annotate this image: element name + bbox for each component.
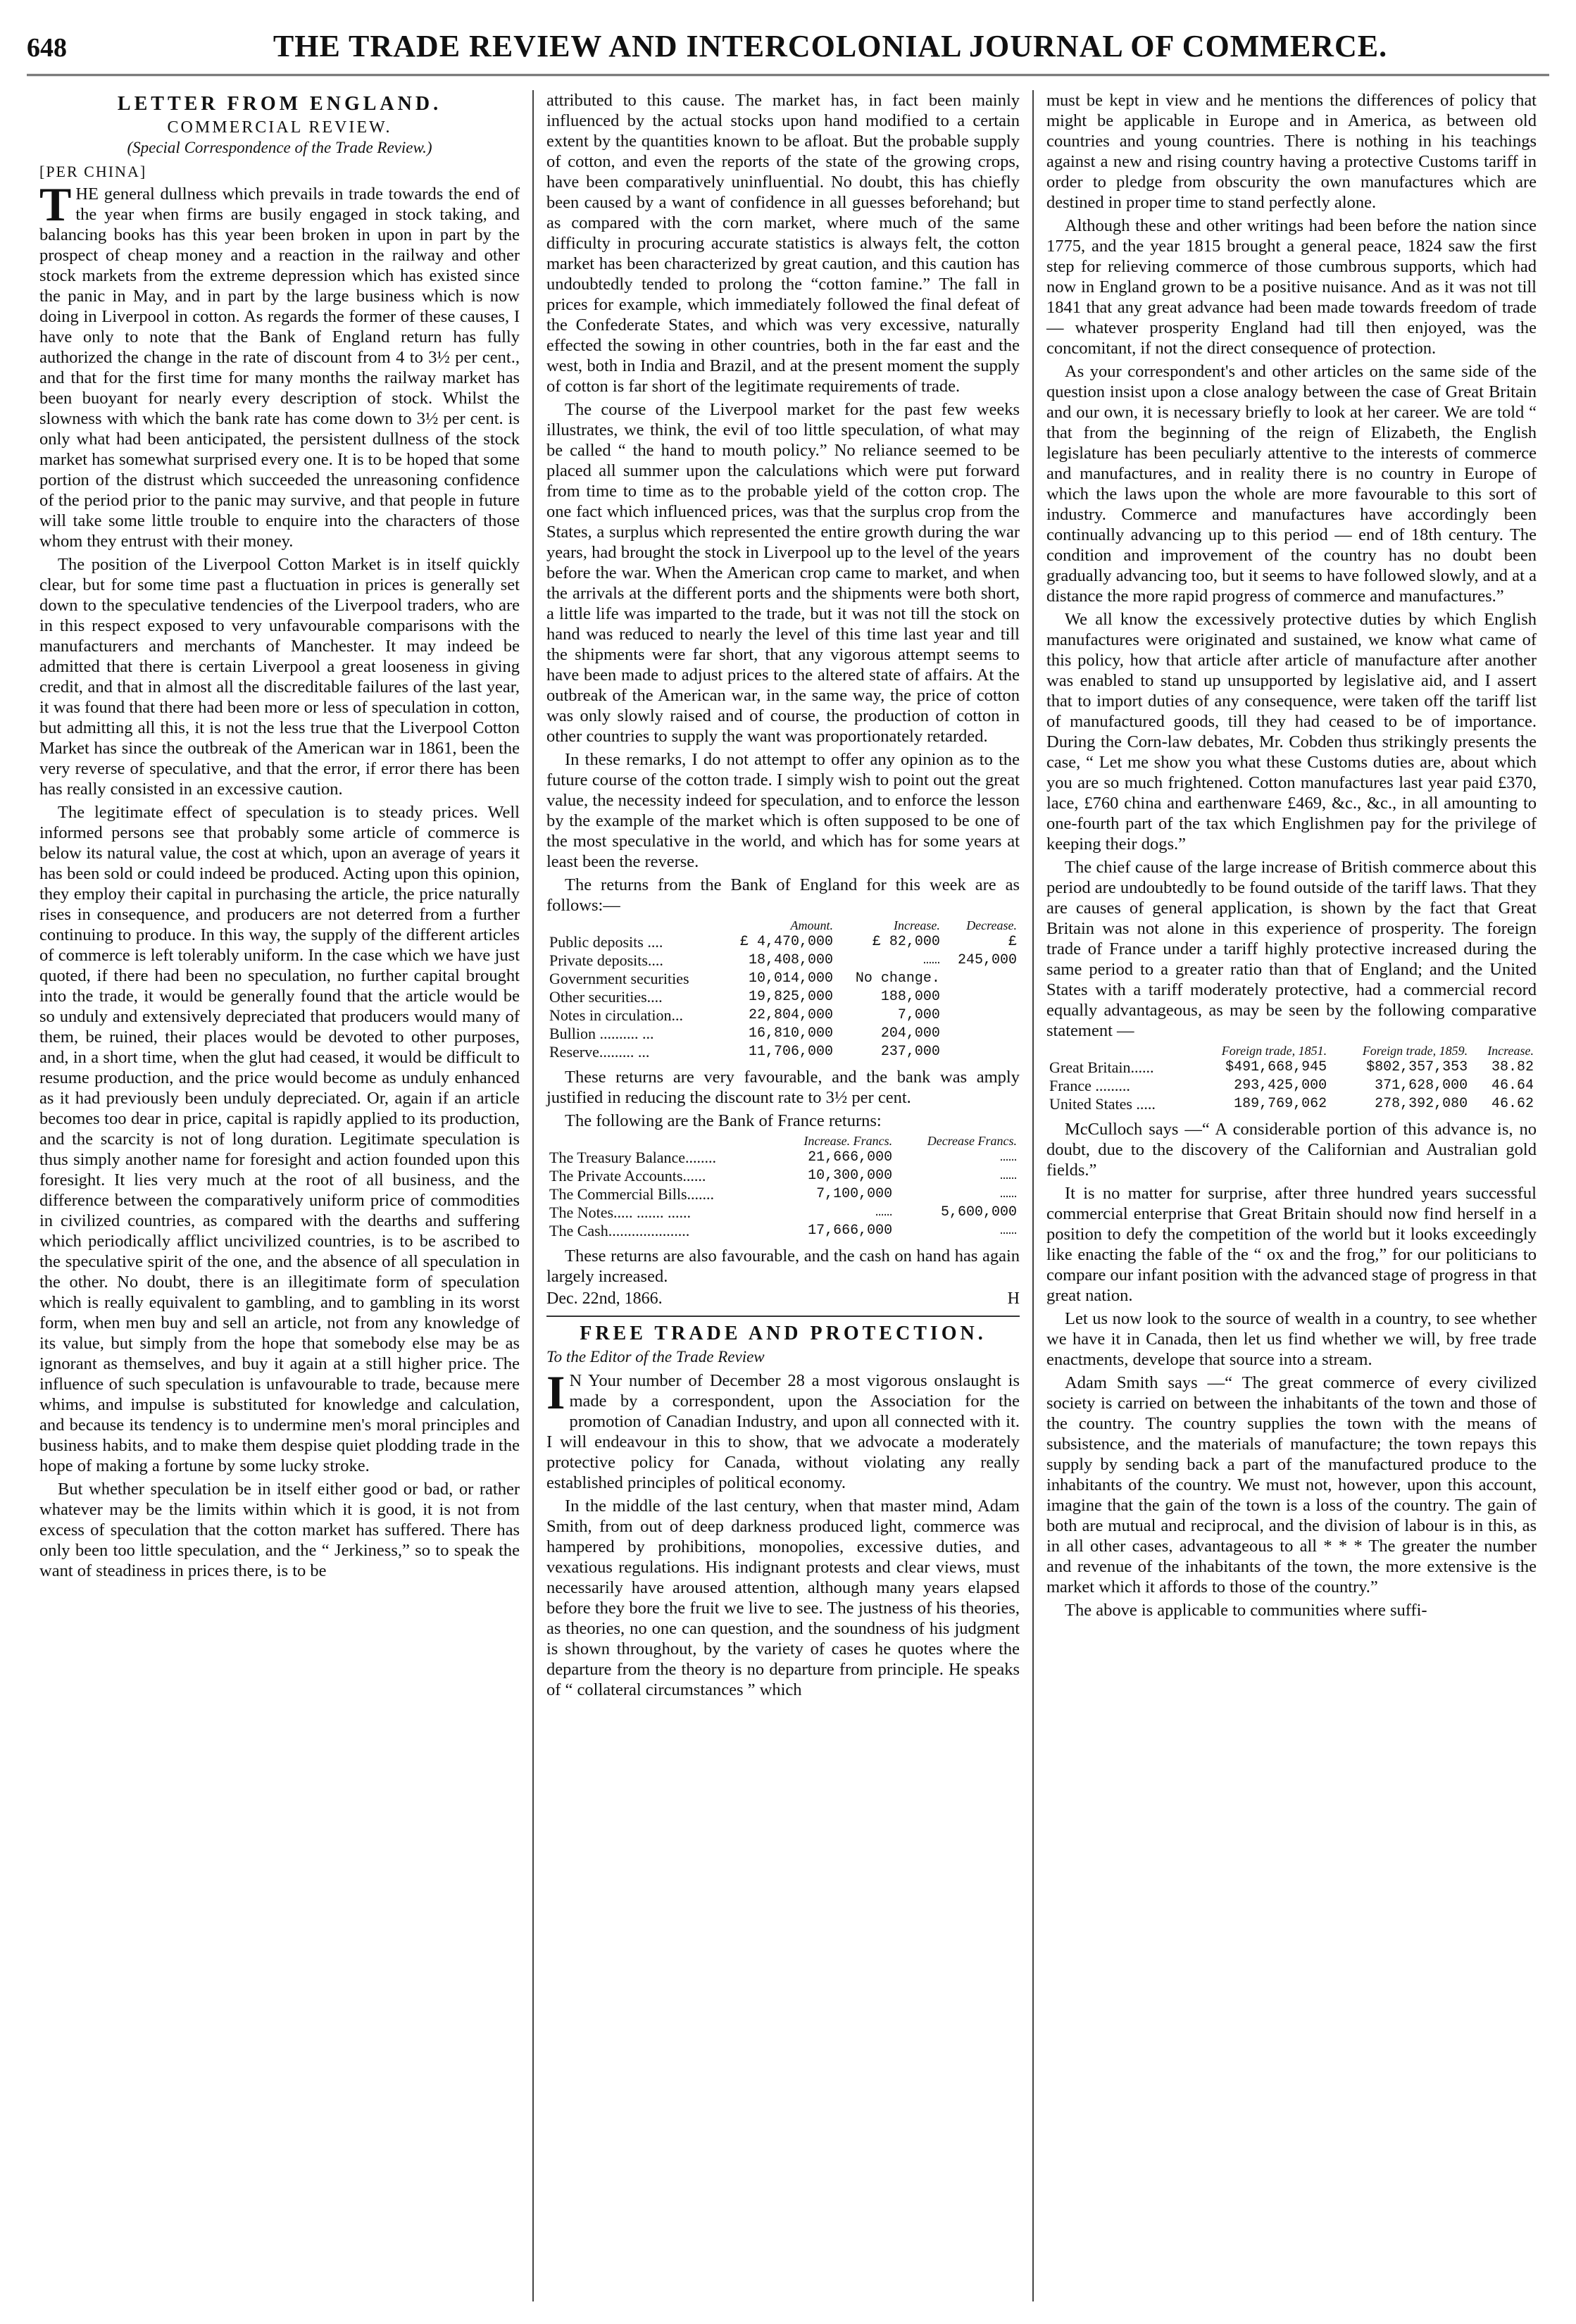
column-header: Foreign trade, 1851. <box>1221 1044 1327 1058</box>
paragraph: As your correspondent's and other articles on the same side of the question insist upon a close analogy between the case of Great Britain and our own, it is necessary briefly to look at her career. We are told “ that from the beginning of the reign of Elizabeth, the English legislature has been peculiarly attentive to the interests of commerce and manufactures, and in reality there is no country in Europe of which the laws upon the whole are more favourable to this sort of industry. Commerce and manufactures have accordingly been continually advancing up to this period — end of 18th century. The condition and improvement of the country has no doubt been gradually advancing too, but it seems to have followed slowly, and at a distance the more rapid progress of commerce and manufactures.” <box>1046 362 1537 606</box>
amount-cell: 19,825,000 <box>749 989 834 1005</box>
amount-cell: £ 4,470,000 <box>740 934 834 950</box>
decrease-cell: 5,600,000 <box>940 1204 1017 1220</box>
table-row <box>546 1222 1020 1240</box>
value-cell: 293,425,000 <box>1234 1077 1327 1094</box>
decrease-cell: …… <box>999 1223 1017 1239</box>
table-row <box>546 1204 1020 1222</box>
value-cell: 371,628,000 <box>1375 1077 1468 1094</box>
table-row <box>546 1043 1020 1061</box>
increase-cell: 204,000 <box>880 1025 940 1042</box>
row-label: Private deposits.... <box>549 951 663 969</box>
paragraph: The legitimate effect of speculation is to steady prices. Well informed persons see that probably some article of commerce is below its natural value, the cost at which, upon an average of years it has been sold or could indeed be produced. Acting upon this opinion, they employ their capital in purchasing the article, the price naturally rises in consequence, and producers are not deterred from a further continuing to produce. In this way, the supply of the different articles of commerce is left tolerably uniform. In the case which we have just quoted, if there had been no speculation, no further capital brought into the trade, it would be generally found that the article would be so unduly and extensively depreciated that producers would many of them, be ruined, their places would be devoted to other purposes, and, in a short time, when the glut had ceased, it would be difficult to resume production, and the price would become as unduly enhanced as it had previously been unduly depreciated. Or, again if an article becomes too dear in price, capital is rapidly applied to its production, and the scarcity is not of long duration. Legitimate speculation is thus simply another name for foresight and action founded upon this foresight. It lies very much at the root of all business, and the difference between the comparatively uniform price of commodities in civilized countries, as compared with the dearths and suffering which periodically afflict uncivilized countries, is to be ascribed to the speculative spirit of the one, and the absence of all speculation in the other. No doubt, there is an illegitimate form of speculation which is really equivalent to gambling, and to gambling in its worst form, when men buy and sell an article, not from any knowledge of its value, but simply from the hope that somebody else may be as ignorant as themselves, and buy it again at a still higher price. The influence of such speculation is unfavourable to trade, because mere whims, and impulse is substituted for knowledge and calculation, and because its tendency is to undermine men's moral principles and business habits, and to make them despise quiet plodding trade in the hope of making a fortune by some lucky stroke. <box>39 803 520 1475</box>
amount-cell: 16,810,000 <box>749 1025 834 1042</box>
row-label: Other securities.... <box>549 988 663 1006</box>
table-row <box>546 1167 1020 1185</box>
paragraph: In the middle of the last century, when that master mind, Adam Smith, from out of deep darkness produced light, commerce was hampered by prohibitions, monopolies, excessive duties, and vexatious regulations. His indignant protests and clear views, must necessarily have aroused attention, although many years elapsed before they bore the fruit we live to see. The justness of his theories, as theories, no one can question, and the soundness of his judgment is shown throughout, by the variety of cases he quotes where the departure from the theory is no departure from principle. He speaks of “ collateral circumstances ” which <box>546 1497 1020 1699</box>
paragraph: McCulloch says —“ A considerable portion of this advance is, no doubt, due to the discovery of the Californian and Australian gold fields.” <box>1046 1120 1537 1180</box>
paragraph: It is no matter for surprise, after three hundred years successful commercial enterprise that Great Britain should now find herself in a position to defy the competition of the world but it looks exceedingly like enacting the fable of the “ ox and the frog,” for our politicians to compare our infant position with the advanced stage of progress in that great nation. <box>1046 1184 1537 1305</box>
decrease-cell: …… <box>999 1149 1017 1166</box>
article-heading-free-trade: FREE TRADE AND PROTECTION. <box>580 1323 987 1344</box>
increase-cell: …… <box>923 952 940 968</box>
table-row <box>546 1149 1020 1167</box>
value-cell: 46.64 <box>1491 1077 1534 1094</box>
increase-cell: 7,100,000 <box>816 1186 893 1202</box>
increase-cell: 7,000 <box>897 1007 940 1023</box>
column-3 <box>1034 90 1549 2301</box>
amount-cell: 11,706,000 <box>749 1044 834 1060</box>
row-label: The Private Accounts...... <box>549 1167 706 1185</box>
paragraph: THE general dullness which prevails in trade towards the end of the year when firms are busily engaged in stock taking, and balancing books has this year been broken in upon in part by the prospect of cheap money and a reaction in the railway and other stock markets from the extreme depression which has existed since the panic in May, and in part by the large business which is now doing in Liverpool in cotton. As regards the former of these causes, I have only to note that the Bank of England return has fully authorized the change in the rate of discount from 4 to 3½ per cent., and that for the first time for many months the railway market has been buoyant for nearly every description of stock. Whilst the slowness with which the bank rate has come down to 3½ per cent. is only what had been anticipated, the persistent dullness of the stock market has somewhat surprised every one. It is to be hoped that some portion of the distrust which succeeded the unreasoning confidence of the period prior to the panic may survive, and that people in future will take some little trouble to enquire into the characters of those whom they entrust with their money. <box>39 177 520 551</box>
row-label: Great Britain...... <box>1049 1058 1154 1076</box>
paragraph: These returns are very favourable, and the bank was amply justified in reducing the discount rate to 3½ per cent. <box>546 1068 1020 1107</box>
paragraph-text: N Your number of December 28 a most vigorous onslaught is made by a correspondent, upon the Association for the promotion of Canadian Industry, and upon all connected with it. I will endeavour in this to show, that we advocate a moderately protective policy for Canada, without violating any really established principles of political economy. <box>546 1371 1020 1492</box>
letter-date: Dec. 22nd, 1866. <box>546 1289 663 1308</box>
value-cell: $491,668,945 <box>1225 1059 1327 1075</box>
row-label: Notes in circulation... <box>549 1006 684 1024</box>
paragraph: The above is applicable to communities where suffi- <box>1065 1601 1427 1620</box>
table-row <box>546 1006 1020 1025</box>
column-header: Amount. <box>790 918 834 932</box>
column-header: Decrease Francs. <box>927 1134 1017 1148</box>
value-cell: 46.62 <box>1491 1096 1534 1112</box>
table-row <box>546 933 1020 951</box>
column-header: Increase. <box>1487 1044 1534 1058</box>
paragraph: Adam Smith says —“ The great commerce of every civilized society is carried on between the inhabitants of the town and those of the country. The country supplies the town with the means of subsistence, and the materials of manufacture; the town repays this supply by sending back a part of the manufactured produce to the inhabitants of the country. We must not, however, upon this account, imagine that the gain of the town is a loss of the country. The gain of both are mutual and reciprocal, and the division of labour is in this, as in all other cases, advantageous to all * * * The greater the number and revenue of the inhabitants of the town, the more extensive is the market which it affords to those of the country.” <box>1046 1373 1537 1597</box>
row-label: The Cash..................... <box>549 1222 690 1239</box>
value-cell: 38.82 <box>1491 1059 1534 1075</box>
paragraph: We all know the excessively protective duties by which English manufactures were originated and sustained, we know what came of this policy, how that article after article of manufacture after another was enabled to stand up unsupported by legislative aid, and I assert that to import duties of any consequence, were taken off the tariff list of manufactured goods, till they had ceased to be of importance. During the Corn-law debates, Mr. Cobden thus strikingly presents the case, “ Let me show you what these Customs duties are, about which you are so much frightened. Cotton manufactures last year paid £370, lace, £760 china and earthenware £469, &c., &c., in all amounting to one-fourth part of the tax which Englishmen pay for the privilege of keeping their dogs.” <box>1046 610 1537 854</box>
increase-cell: 10,300,000 <box>808 1168 893 1184</box>
increase-cell: …… <box>875 1204 893 1220</box>
paragraph: Let us now look to the source of wealth in a country, to see whether we have it in Canada, then let us find whether we will, by free trade enactments, develope that source into a stream. <box>1046 1309 1537 1369</box>
amount-cell: 18,408,000 <box>749 952 834 968</box>
row-label: Reserve......... ... <box>549 1043 650 1061</box>
amount-cell: 10,014,000 <box>749 970 834 987</box>
decrease-cell <box>943 970 1020 988</box>
increase-cell: £ 82,000 <box>872 934 940 950</box>
table-row <box>546 988 1020 1006</box>
value-cell: $802,357,353 <box>1366 1059 1468 1075</box>
column-header: Increase. <box>894 918 940 932</box>
correspondent-initial: H <box>1007 1289 1020 1308</box>
paragraph: The position of the Liverpool Cotton Market is in itself quickly clear, but for some time past a fluctuation in prices is generally set down to the speculative tendencies of the Liverpool traders, who are in this respect exposed to very unfavourable comparisons with the manufacturers and merchants of Manchester. It may indeed be admitted that there is certain Liverpool a great looseness in giving credit, and that in almost all the discreditable failures of the last year, it was found that there had been more or less of speculation in cotton, but admitting all this, it is not the less true that the Liverpool Cotton Market has since the outbreak of the American war in 1861, been the very reverse of speculative, and that the error, if error there has been has really consisted in an excessive caution. <box>39 555 520 799</box>
paragraph: The chief cause of the large increase of British commerce about this period are undoubtedly to be found outside of the tariff laws. That they are causes of general application, is shown by the fact that Great Britain was not alone in this experience of prosperity. The foreign trade of France under a tariff highly protective increased during the same period to a greater ratio than that of England; and the United States with a tariff moderately protective, had a commercial record equally advantageous, as may be seen by the following comparative statement — <box>1046 858 1537 1040</box>
decrease-cell: 245,000 <box>957 952 1017 968</box>
table-row <box>1046 1077 1537 1095</box>
table-row <box>546 1025 1020 1043</box>
table-row <box>1046 1058 1537 1077</box>
increase-cell: 21,666,000 <box>808 1149 893 1166</box>
increase-cell: No change. <box>855 970 940 987</box>
section-divider <box>546 1316 1020 1317</box>
foreign-trade-table <box>1046 1044 1537 1113</box>
row-label: The Commercial Bills....... <box>549 1185 715 1203</box>
row-label: The Notes..... ....... ...... <box>549 1204 692 1221</box>
row-label: United States ..... <box>1049 1095 1156 1113</box>
row-label: France ......... <box>1049 1077 1130 1094</box>
paragraph: attributed to this cause. The market has, in fact been mainly influenced by the actual stocks upon hand modified to a certain extent by the quantities known to be afloat. But the probable supply of cotton, and even the reports of the state of the growing crops, have been comparatively uninfluential. No doubt, this has chiefly been caused by a want of confidence in all guesses beforehand; but as compared with the corn market, where much of the same difficulty in procuring accurate statistics is always felt, the cotton market has been characterized by great caution, and this caution has undoubtedly tended to prolong the “cotton famine.” The fall in prices for example, which immediately followed the final defeat of the Confederate States, and which was very excessive, naturally effected the sowing in other countries, both in the far east and the west, both in India and Brazil, and at the present moment the supply of cotton is far short of the legitimate requirements of trade. <box>546 91 1020 396</box>
increase-cell: 17,666,000 <box>808 1223 893 1239</box>
bank-of-england-table <box>546 918 1020 1061</box>
paragraph: The following are the Bank of France returns: <box>565 1111 882 1130</box>
decrease-cell <box>943 1043 1020 1061</box>
paragraph: The course of the Liverpool market for the past few weeks illustrates, we think, the evil of too little speculation, of what may be called “ the hand to mouth policy.” No reliance seemed to be placed all summer upon the calculations which were put forward from time to time as to the probable yield of the cotton crop. The one fact which influenced prices, was that the surplus crop from the States, a surplus which represented the entire growth during the war years, had brought the stock in Liverpool up to the level of the years before the war. When the American crop came to market, and when the arrivals at the different ports and the shipments were both short, a little life was imparted to the trade, but it was not till the stock on hand was reduced to nearly the level of this time last year and till the shipments were far short, that any vigorous attempt seems to have been made to adjust prices to the altered state of affairs. At the outbreak of the American war, in the same way, the price of cotton was only slowly raised and of course, the production of cotton in other countries to supply the want was proportionately retarded. <box>546 400 1020 746</box>
paragraph: Although these and other writings had been before the nation since 1775, and the year 1815 brought a general peace, 1824 saw the first step for relieving commerce of those cumbrous supports, which had now in England grown to be a positive nuisance. And as it was not till 1841 that any great advance had been made towards freedom of trade — whatever prosperity England had till then enjoyed, was the concomitant, if not the direct consequence of protection. <box>1046 216 1537 358</box>
table-row <box>546 1185 1020 1204</box>
publication-title: THE TRADE REVIEW AND INTERCOLONIAL JOURNAL OF COMMERCE. <box>273 29 1388 63</box>
column-header: Foreign trade, 1859. <box>1362 1044 1468 1058</box>
decrease-cell: £ <box>1008 934 1017 950</box>
column-header: Decrease. <box>966 918 1017 932</box>
row-label: Bullion .......... ... <box>549 1025 654 1042</box>
value-cell: 189,769,062 <box>1234 1096 1327 1112</box>
column-header: Increase. Francs. <box>803 1134 893 1148</box>
paragraph: must be kept in view and he mentions the differences of policy that might be applicable in Europe and in America, as between old countries and young countries. There is nothing in his teachings against a new and rising country having a protective Customs tariff in order to pledge from obscurity the own manufactures which are destined in proper time to stand perfectly alone. <box>1046 91 1537 212</box>
table-row <box>1046 1095 1537 1113</box>
columns <box>27 90 1549 2301</box>
drop-cap: I <box>546 1366 565 1419</box>
increase-cell: 237,000 <box>880 1044 940 1060</box>
article-heading-letter: LETTER FROM ENGLAND. <box>117 93 442 115</box>
table-row <box>546 970 1020 988</box>
row-label: The Treasury Balance........ <box>549 1149 717 1166</box>
paragraph: These returns are also favourable, and the cash on hand has again largely increased. <box>546 1247 1020 1286</box>
decrease-cell: …… <box>999 1186 1017 1202</box>
paragraph: The returns from the Bank of England for this week are as follows:— <box>546 875 1020 915</box>
per-line: [PER CHINA] <box>39 163 147 180</box>
decrease-cell <box>943 988 1020 1006</box>
table-row <box>546 951 1020 970</box>
correspondence-note: (Special Correspondence of the Trade Review.) <box>127 139 432 156</box>
addressee-line: To the Editor of the Trade Review <box>546 1348 765 1366</box>
paragraph: In these remarks, I do not attempt to offer any opinion as to the future course of the cotton trade. I simply wish to point out the great value, the necessity indeed for speculation, and to enforce the lesson by the example of the market which is often supposed to be one of the most speculative in the world, and which has for some years at least been the reverse. <box>546 750 1020 871</box>
row-label: Public deposits .... <box>549 933 663 951</box>
amount-cell: 22,804,000 <box>749 1007 834 1023</box>
dateline <box>546 1289 1020 1308</box>
article-subheading: COMMERCIAL REVIEW. <box>167 118 392 137</box>
bank-of-france-table <box>546 1134 1020 1240</box>
value-cell: 278,392,080 <box>1375 1096 1468 1112</box>
masthead <box>27 28 1549 76</box>
column-1 <box>27 90 534 2301</box>
decrease-cell <box>943 1025 1020 1043</box>
row-label: Government securities <box>549 970 689 987</box>
page-number: 648 <box>27 33 67 63</box>
decrease-cell <box>943 1006 1020 1025</box>
column-2 <box>534 90 1034 2301</box>
decrease-cell: …… <box>999 1168 1017 1184</box>
paragraph: But whether speculation be in itself either good or bad, or rather whatever may be the limits within which it is good, it is not from excess of speculation that the cotton market has suffered. There has only been too little speculation, and the “ Jerkiness,” so to speak the want of steadiness in prices there, is to be <box>39 1480 520 1580</box>
paragraph <box>546 1366 1020 1493</box>
increase-cell: 188,000 <box>880 989 940 1005</box>
